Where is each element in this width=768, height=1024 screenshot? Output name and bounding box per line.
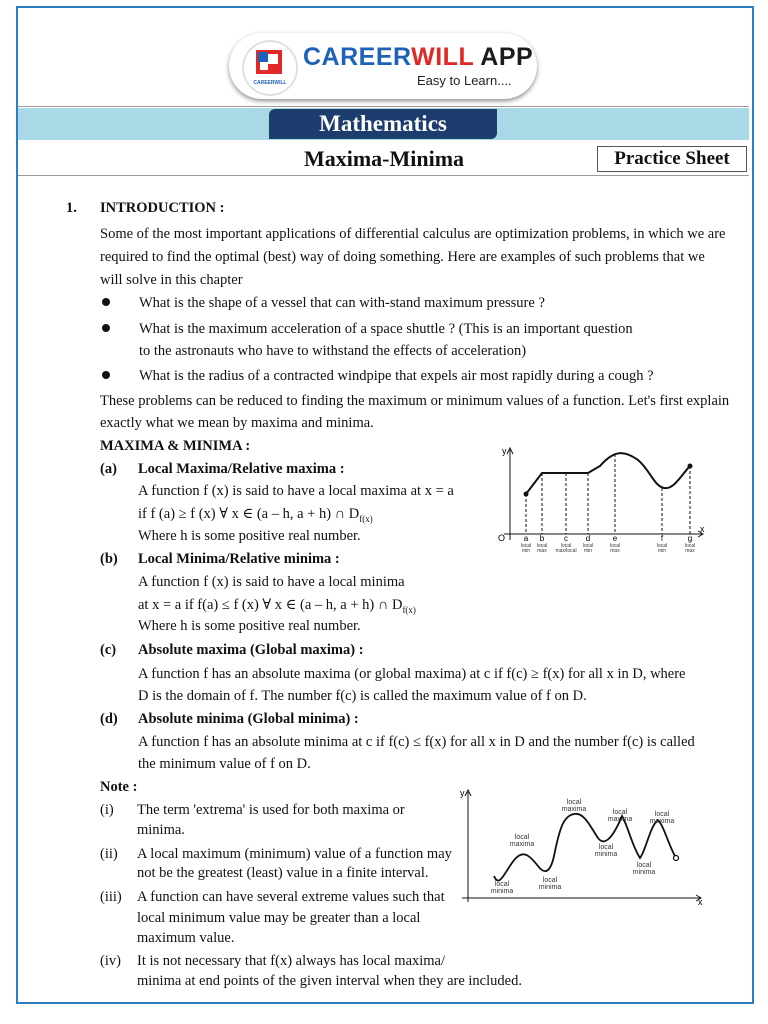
fig1-caption-g-1: local bbox=[684, 543, 696, 549]
fig2-label-2b: maxima bbox=[509, 841, 535, 848]
note-ii-line-2: not be the greatest (least) value in a finite interval. bbox=[137, 865, 429, 881]
fig2-label-8a: local bbox=[654, 811, 670, 818]
header-rule-bottom bbox=[18, 175, 749, 176]
fig1-caption-c-2: max/local bbox=[555, 548, 577, 554]
note-iii-line-3: maximum value. bbox=[137, 930, 235, 946]
fig2-label-6b: maxima bbox=[607, 816, 633, 823]
fig2-label-4a: local bbox=[566, 799, 582, 806]
header-rule-top bbox=[18, 106, 749, 107]
after-line-2: exactly what we mean by maxima and minima. bbox=[100, 415, 374, 431]
bullet-dot bbox=[102, 298, 110, 306]
item-a-label: (a) bbox=[100, 461, 117, 477]
fig1-point-f: f bbox=[660, 534, 664, 543]
fig1-caption-c-1: local bbox=[560, 543, 572, 549]
logo-badge-text: CAREERWILL bbox=[253, 80, 287, 86]
after-line-1: These problems can be reduced to finding the maximum or minimum values of a function. Let's first explain bbox=[100, 393, 730, 409]
fig1-caption-e-2: max bbox=[610, 548, 620, 554]
bullet-dot bbox=[102, 371, 110, 379]
bullet-2-line-2: to the astronauts who have to withstand the effects of acceleration) bbox=[139, 343, 527, 359]
note-iv-line-1: It is not necessary that f(x) always has local maxima/ bbox=[137, 953, 446, 969]
item-a-line-1: A function f (x) is said to have a local maxima at x = a bbox=[138, 483, 454, 499]
brand-name bbox=[303, 43, 533, 72]
bullet-dot bbox=[102, 324, 110, 332]
note-iv-line-2: minima at end points of the given interval when they are included. bbox=[137, 973, 522, 989]
fig1-caption-a-2: min bbox=[521, 548, 531, 554]
item-a-title: Local Maxima/Relative maxima : bbox=[138, 461, 345, 477]
fig1-caption-a-1: local bbox=[520, 543, 532, 549]
bullet-1-line-1: What is the shape of a vessel that can with-stand maximum pressure ? bbox=[139, 295, 545, 311]
fig1-y-label: y bbox=[502, 446, 507, 456]
item-b-subscript: f(x) bbox=[402, 604, 416, 615]
item-b-line-2 bbox=[138, 596, 416, 619]
note-heading: Note : bbox=[100, 779, 138, 795]
brand-tagline: Easy to Learn.... bbox=[417, 73, 512, 88]
fig2-label-7a: local bbox=[636, 862, 652, 869]
maxmin-heading: MAXIMA & MINIMA : bbox=[100, 438, 251, 454]
item-a-line-2-text: if f (a) ≥ f (x) ∀ x ∈ (a – h, a + h) ∩ D bbox=[138, 506, 360, 522]
item-b-line-3: Where h is some positive real number. bbox=[138, 618, 361, 634]
fig1-point-d: d bbox=[585, 534, 591, 543]
fig2-label-5a: local bbox=[598, 844, 614, 851]
fig2-label-3b: minima bbox=[538, 884, 562, 891]
fig1-caption-b-1: local bbox=[536, 543, 548, 549]
brand-app: APP bbox=[473, 43, 534, 71]
bullet-3-line-1: What is the radius of a contracted windpipe that expels air most rapidly during a cough ? bbox=[139, 368, 654, 384]
item-c-title: Absolute maxima (Global maxima) : bbox=[138, 642, 364, 658]
fig2-label-6a: local bbox=[612, 809, 628, 816]
intro-line-3: will solve in this chapter bbox=[100, 272, 243, 288]
item-d-title: Absolute minima (Global minima) : bbox=[138, 711, 359, 727]
fig1-caption-b-2: max bbox=[537, 548, 547, 554]
subject-title: Mathematics bbox=[269, 109, 497, 139]
careerwill-icon bbox=[244, 42, 296, 94]
item-a-line-3: Where h is some positive real number. bbox=[138, 528, 361, 544]
note-iii-line-1: A function can have several extreme values such that bbox=[137, 889, 445, 905]
note-i-line-1: The term 'extrema' is used for both maxima or bbox=[137, 802, 405, 818]
fig1-origin: O bbox=[498, 533, 506, 543]
section-heading: INTRODUCTION : bbox=[100, 200, 225, 216]
fig2-label-4b: maxima bbox=[561, 806, 587, 813]
item-b-label: (b) bbox=[100, 551, 118, 567]
fig1-x-label: x bbox=[700, 524, 705, 534]
item-a-line-2 bbox=[138, 505, 373, 528]
fig1-point-a: a bbox=[523, 534, 529, 543]
fig1-caption-e-1: local bbox=[609, 543, 621, 549]
brand-will: WILL bbox=[411, 43, 474, 71]
item-d-label: (d) bbox=[100, 711, 118, 727]
fig2-x-label: x bbox=[698, 897, 703, 907]
fig2-label-7b: minima bbox=[632, 869, 656, 876]
note-i-label: (i) bbox=[100, 802, 114, 818]
fig1-caption-f-2: min bbox=[657, 548, 667, 554]
intro-line-1: Some of the most important applications of differential calculus are optimization problems, in which we are bbox=[100, 226, 726, 242]
bullet-2-line-1: What is the maximum acceleration of a space shuttle ? (This is an important question bbox=[139, 321, 633, 337]
fig2-label-5b: minima bbox=[594, 851, 618, 858]
note-iii-line-2: local minimum value may be greater than a local bbox=[137, 910, 421, 926]
fig2-label-1a: local bbox=[494, 881, 510, 888]
fig1-caption-g-2: max bbox=[685, 548, 695, 554]
topic-title: Maxima-Minima bbox=[303, 146, 465, 171]
brand-career: CAREER bbox=[303, 43, 412, 71]
note-iii-label: (iii) bbox=[100, 889, 122, 905]
fig2-y-label: y bbox=[460, 788, 465, 798]
section-number: 1. bbox=[66, 200, 77, 216]
item-c-label: (c) bbox=[100, 642, 117, 658]
fig2-label-2a: local bbox=[514, 834, 530, 841]
fig1-caption-d-2: min bbox=[583, 548, 593, 554]
fig2-label-3a: local bbox=[542, 877, 558, 884]
fig1-caption-d-1: local bbox=[582, 543, 594, 549]
item-c-line-1: A function f has an absolute maxima (or global maxima) at c if f(c) ≥ f(x) for all x in D, where bbox=[138, 666, 686, 682]
note-i-line-2: minima. bbox=[137, 822, 185, 838]
note-iv-label: (iv) bbox=[100, 953, 121, 969]
item-c-line-2: D is the domain of f. The number f(c) is called the maximum value of f on D. bbox=[138, 688, 587, 704]
intro-line-2: required to find the optimal (best) way of doing something. Here are examples of such problems that we bbox=[100, 249, 705, 265]
fig1-point-c: c bbox=[564, 534, 568, 543]
item-b-line-2-text: at x = a if f(a) ≤ f (x) ∀ x ∈ (a – h, a + h) ∩ D bbox=[138, 597, 403, 613]
item-d-line-1: A function f has an absolute minima at c if f(c) ≤ f(x) for all x in D and the number f(c) is called bbox=[138, 734, 695, 750]
item-b-title: Local Minima/Relative minima : bbox=[138, 551, 340, 567]
fig2-label-1b: minima bbox=[490, 888, 514, 895]
item-d-line-2: the minimum value of f on D. bbox=[138, 756, 311, 772]
fig1-point-e: e bbox=[612, 534, 618, 543]
fig1-point-b: b bbox=[539, 534, 545, 543]
multiple-extrema-figure bbox=[456, 786, 712, 908]
note-ii-line-1: A local maximum (minimum) value of a function may bbox=[137, 846, 452, 862]
note-ii-label: (ii) bbox=[100, 846, 118, 862]
item-a-subscript: f(x) bbox=[359, 513, 373, 524]
practice-sheet-label: Practice Sheet bbox=[597, 146, 747, 172]
item-b-line-1: A function f (x) is said to have a local minima bbox=[138, 574, 405, 590]
brand-logo-emblem bbox=[242, 40, 298, 96]
local-extrema-figure bbox=[482, 442, 710, 554]
fig1-caption-f-1: local bbox=[656, 543, 668, 549]
fig2-label-8b: maxima bbox=[649, 818, 675, 825]
fig1-point-g: g bbox=[687, 534, 693, 543]
